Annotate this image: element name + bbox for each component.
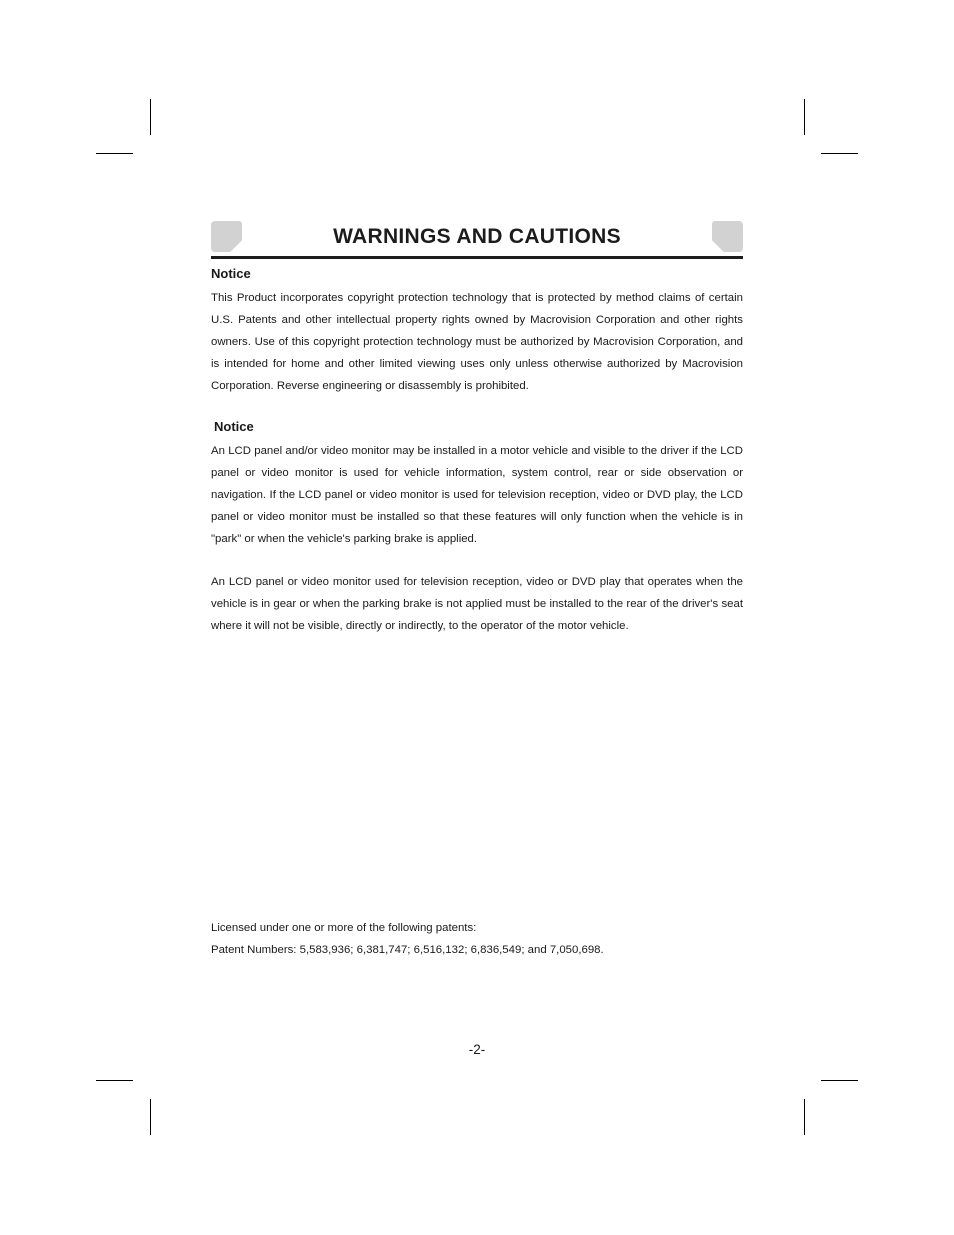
patent-license-line: Licensed under one or more of the following patents:: [211, 922, 477, 934]
notice-copyright: [211, 266, 743, 397]
crop-mark-bottom-right-vertical: [804, 1099, 805, 1135]
notice-text: This Product incorporates copyright protection technology that is protected by method claims of certain U.S. Patents and other intellectual property rights owned by Macrovision Corporation and other rights owners. Use of this copyright protection technology must be authorized by Macrovision Corporation, and is intended for home and other limited viewing uses only unless otherwise authorized by Macrovision Corporation. Reverse engineering or disassembly is prohibited.: [211, 292, 743, 392]
notice-heading: Notice: [214, 419, 254, 434]
crop-mark-top-right-horizontal: [821, 153, 858, 154]
crop-mark-top-right-vertical: [804, 99, 805, 135]
header-rule: [211, 256, 743, 259]
notice-heading: Notice: [211, 266, 251, 281]
page-number: -2-: [468, 1042, 486, 1057]
crop-mark-top-left-vertical: [150, 99, 151, 135]
section-header: [211, 221, 743, 259]
notice-paragraph: An LCD panel or video monitor used for television reception, video or DVD play that operates when the vehicle is in gear or when the parking brake is not applied must be installed to the rear of the driver's seat where it will not be visible, directly or indirectly, to the operator of the motor vehicle.: [211, 576, 743, 632]
crop-mark-bottom-left-horizontal: [96, 1080, 133, 1081]
crop-mark-top-left-horizontal: [96, 153, 133, 154]
page-title: WARNINGS AND CAUTIONS: [333, 225, 621, 248]
notice-paragraph: An LCD panel and/or video monitor may be installed in a motor vehicle and visible to the driver if the LCD panel or video monitor is used for vehicle information, system control, rear or side observation or navigation. If the LCD panel or video monitor is used for television reception, video or DVD play, the LCD panel or video monitor must be installed so that these features will only function when the vehicle is in "park" or when the vehicle's parking brake is applied.: [211, 445, 743, 545]
crop-mark-bottom-left-vertical: [150, 1099, 151, 1135]
patent-numbers-line: Patent Numbers: 5,583,936; 6,381,747; 6,516,132; 6,836,549; and 7,050,698.: [211, 944, 604, 956]
crop-mark-bottom-right-horizontal: [821, 1080, 858, 1081]
notice-lcd-installation: [211, 419, 743, 637]
